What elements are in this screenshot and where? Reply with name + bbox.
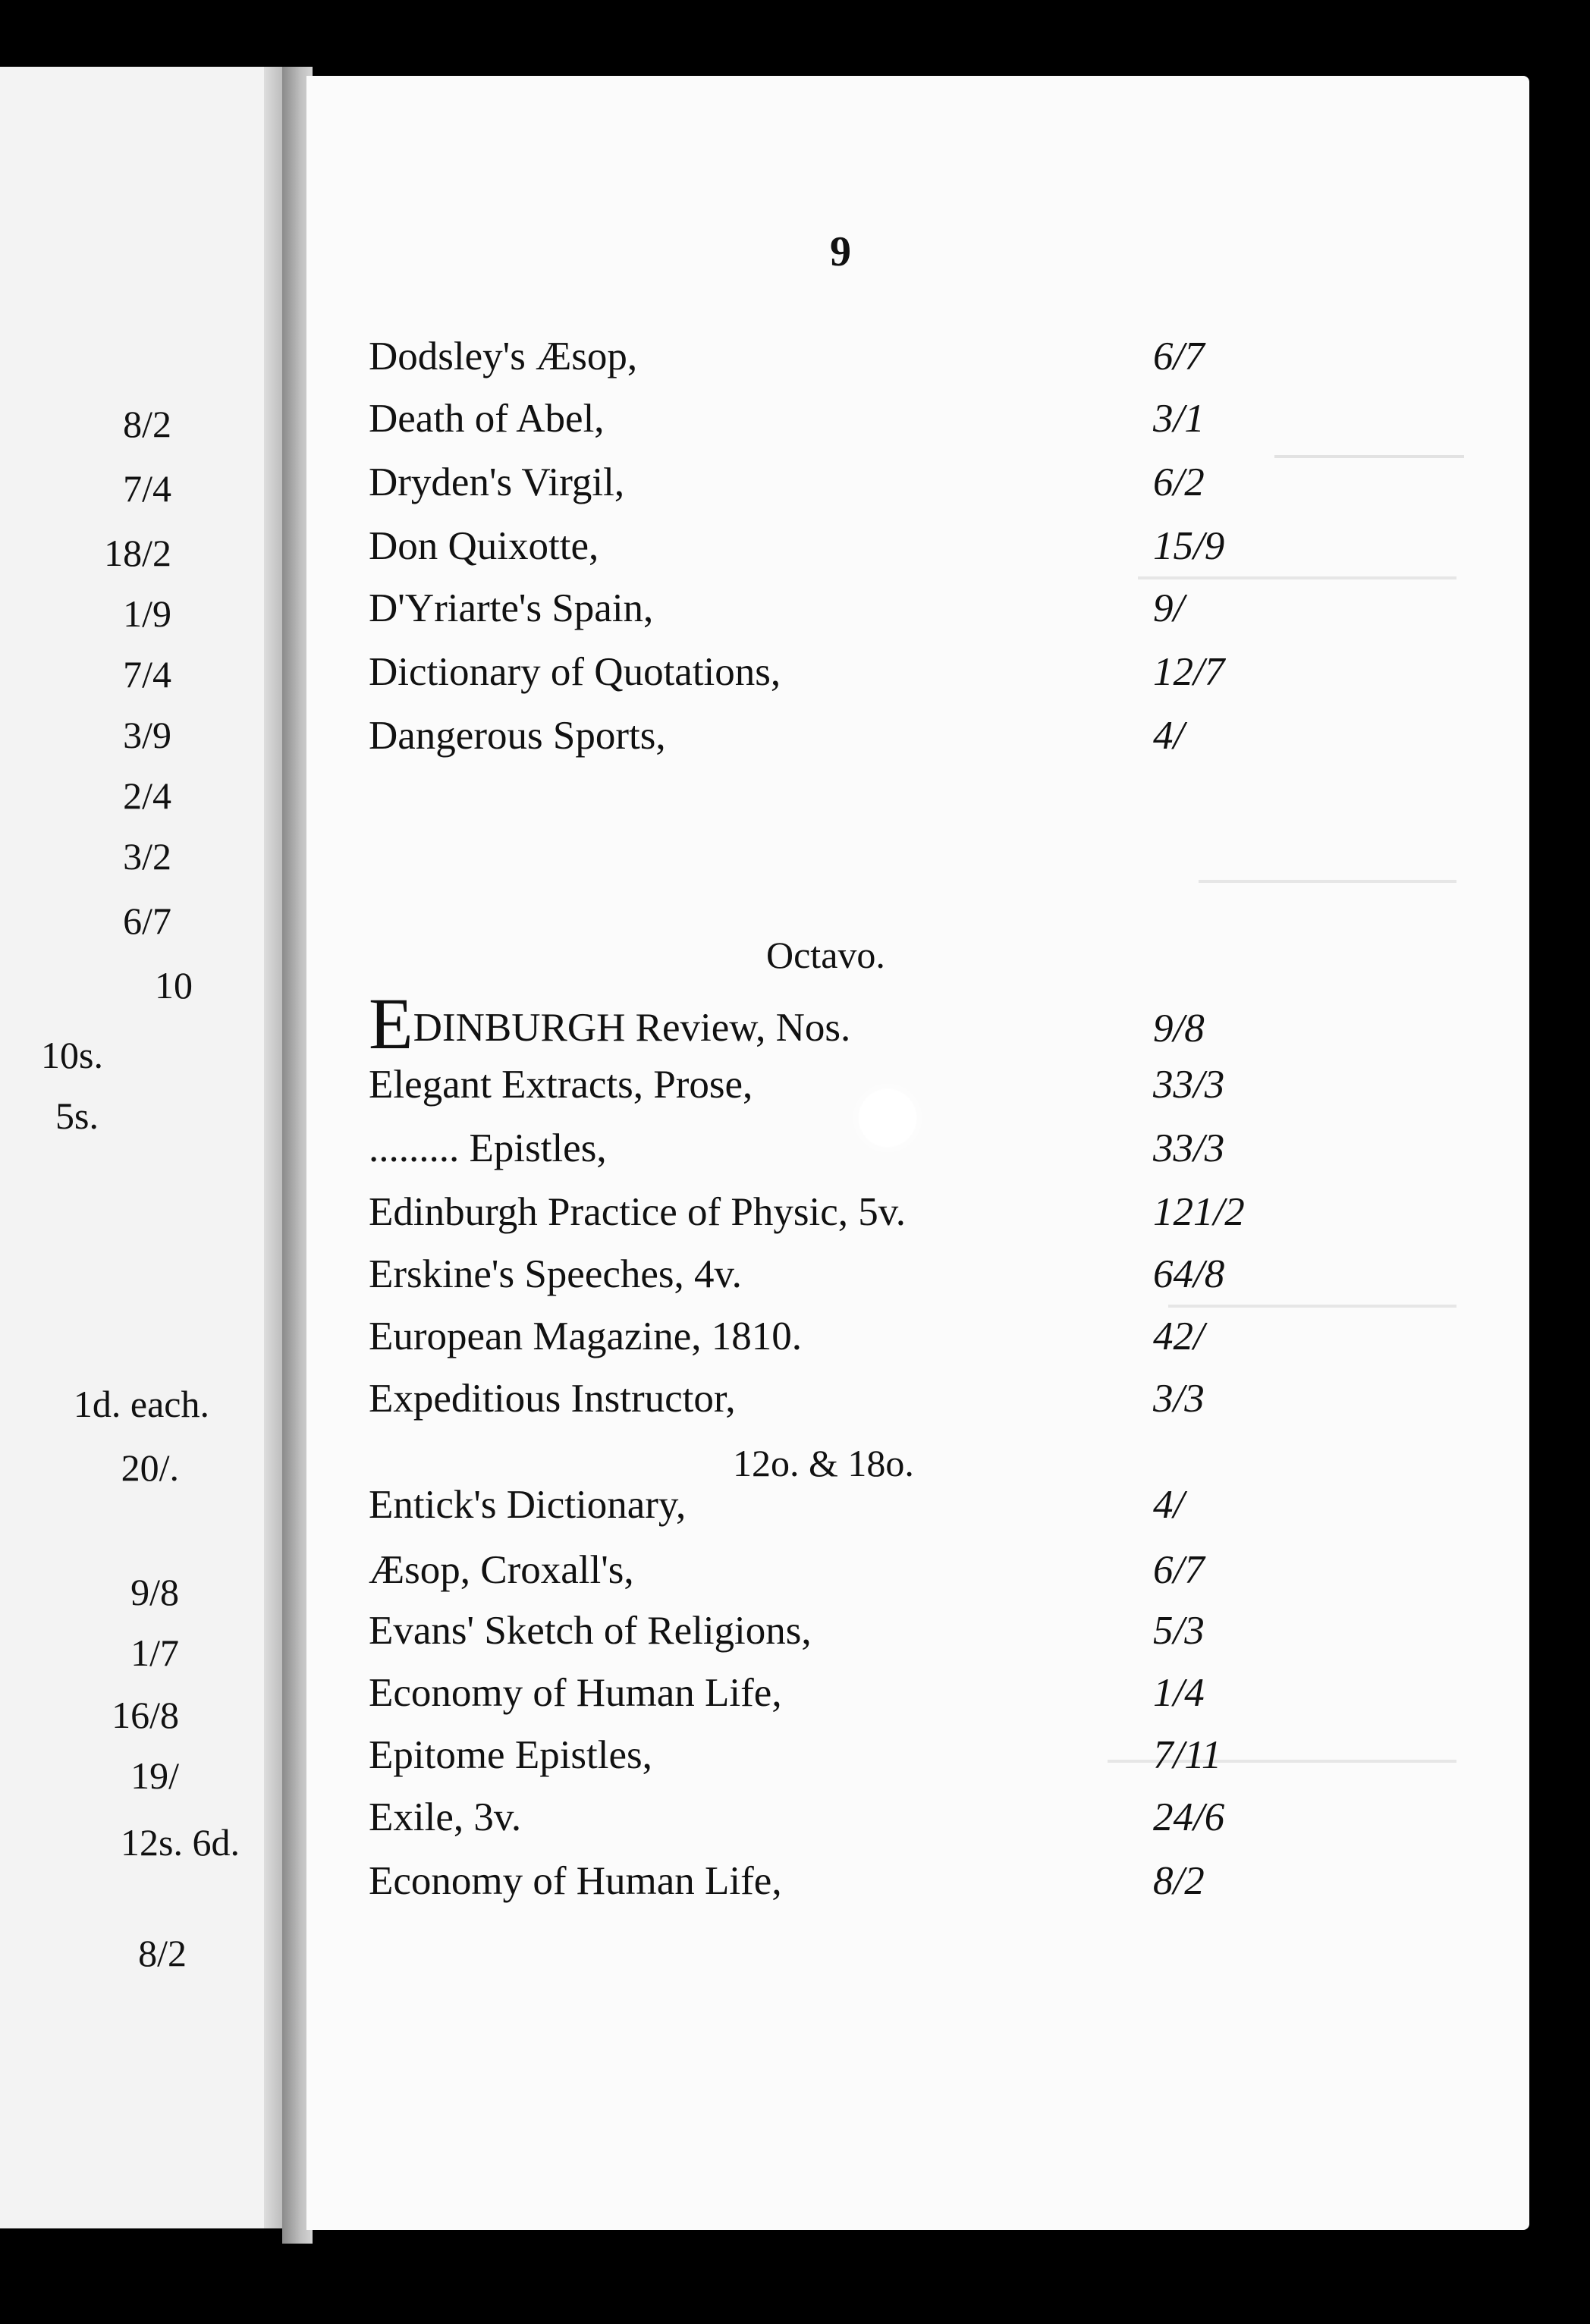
entry-price: 3/3: [1153, 1377, 1205, 1421]
left-column-value: 7/4: [123, 653, 171, 696]
left-column-value: 2/4: [123, 774, 171, 817]
entry-title: Expeditious Instructor,: [369, 1377, 736, 1421]
left-column-value: 8/2: [138, 1932, 187, 1974]
octavo-heading: Octavo.: [766, 934, 885, 976]
drop-capital: E: [369, 983, 413, 1064]
left-column-value: 3/2: [123, 835, 171, 878]
entry-title: Evans' Sketch of Religions,: [369, 1609, 812, 1653]
entry-price: 7/11: [1153, 1733, 1222, 1777]
left-column-value: 7/4: [123, 467, 171, 510]
entry-title: Epitome Epistles,: [369, 1733, 652, 1777]
left-column-value: 10: [155, 964, 193, 1007]
entry-price: 6/2: [1153, 460, 1205, 504]
entry-price: 6/7: [1153, 1548, 1205, 1592]
page-number: 9: [830, 228, 851, 275]
entry-price: 121/2: [1153, 1190, 1245, 1234]
show-through-mark: [1168, 1305, 1456, 1308]
entry-price: 4/: [1153, 714, 1185, 758]
entry-title: Dodsley's Æsop,: [369, 334, 638, 378]
left-column-value: 8/2: [123, 403, 171, 445]
left-column-value: 12s. 6d.: [121, 1821, 240, 1864]
left-column-value: 10s.: [41, 1034, 103, 1076]
entry-price: 33/3: [1153, 1063, 1225, 1107]
entry-price: 5/3: [1153, 1609, 1205, 1653]
entry-title: Æsop, Croxall's,: [369, 1548, 634, 1592]
entry-title: Don Quixotte,: [369, 524, 599, 568]
left-column-value: 3/9: [123, 714, 171, 756]
entry-title: Exile, 3v.: [369, 1795, 522, 1839]
entry-title: Economy of Human Life,: [369, 1671, 782, 1715]
entry-title: ......... Epistles,: [369, 1126, 607, 1170]
entry-price: 42/: [1153, 1314, 1205, 1358]
entry-price: 12/7: [1153, 650, 1225, 694]
left-column-value: 1/7: [130, 1632, 179, 1674]
entry-title: European Magazine, 1810.: [369, 1314, 803, 1358]
left-column-value: 6/7: [123, 900, 171, 942]
entry-title: Death of Abel,: [369, 397, 605, 441]
entry-title: D'Yriarte's Spain,: [369, 586, 654, 630]
edinburgh-suffix: Review, Nos.: [625, 1006, 851, 1050]
entry-title: Economy of Human Life,: [369, 1859, 782, 1903]
entry-title: Edinburgh Practice of Physic, 5v.: [369, 1190, 907, 1234]
paper-spot: [859, 1089, 916, 1147]
duodecimo-heading: 12o. & 18o.: [733, 1442, 914, 1484]
entry-price: 24/6: [1153, 1795, 1225, 1839]
left-column-value: 1d. each.: [73, 1383, 209, 1425]
show-through-mark: [1199, 880, 1456, 883]
edinburgh-review-price: 9/8: [1153, 1007, 1205, 1051]
entry-title: Erskine's Speeches, 4v.: [369, 1252, 742, 1296]
entry-title: Entick's Dictionary,: [369, 1483, 687, 1527]
entry-price: 6/7: [1153, 334, 1205, 378]
left-column-value: 19/: [130, 1754, 179, 1797]
left-column-value: 16/8: [112, 1694, 179, 1736]
show-through-mark: [1274, 455, 1464, 458]
entry-price: 1/4: [1153, 1671, 1205, 1715]
entry-price: 3/1: [1153, 397, 1205, 441]
edinburgh-caps: DINBURGH: [413, 1006, 626, 1050]
entry-title: Dryden's Virgil,: [369, 460, 625, 504]
entry-price: 64/8: [1153, 1252, 1225, 1296]
edinburgh-review-title: [369, 983, 851, 1064]
left-page: [0, 67, 282, 2228]
entry-price: 8/2: [1153, 1859, 1205, 1903]
show-through-mark: [1138, 576, 1456, 579]
left-column-value: 9/8: [130, 1571, 179, 1613]
left-column-value: 20/.: [121, 1446, 179, 1489]
entry-title: Dangerous Sports,: [369, 714, 666, 758]
left-column-value: 18/2: [104, 532, 171, 574]
left-column-value: 5s.: [55, 1094, 99, 1137]
entry-price: 4/: [1153, 1483, 1185, 1527]
entry-title: Elegant Extracts, Prose,: [369, 1063, 753, 1107]
entry-price: 15/9: [1153, 524, 1225, 568]
entry-price: 33/3: [1153, 1126, 1225, 1170]
left-column-value: 1/9: [123, 592, 171, 635]
entry-price: 9/: [1153, 586, 1185, 630]
entry-title: Dictionary of Quotations,: [369, 650, 781, 694]
